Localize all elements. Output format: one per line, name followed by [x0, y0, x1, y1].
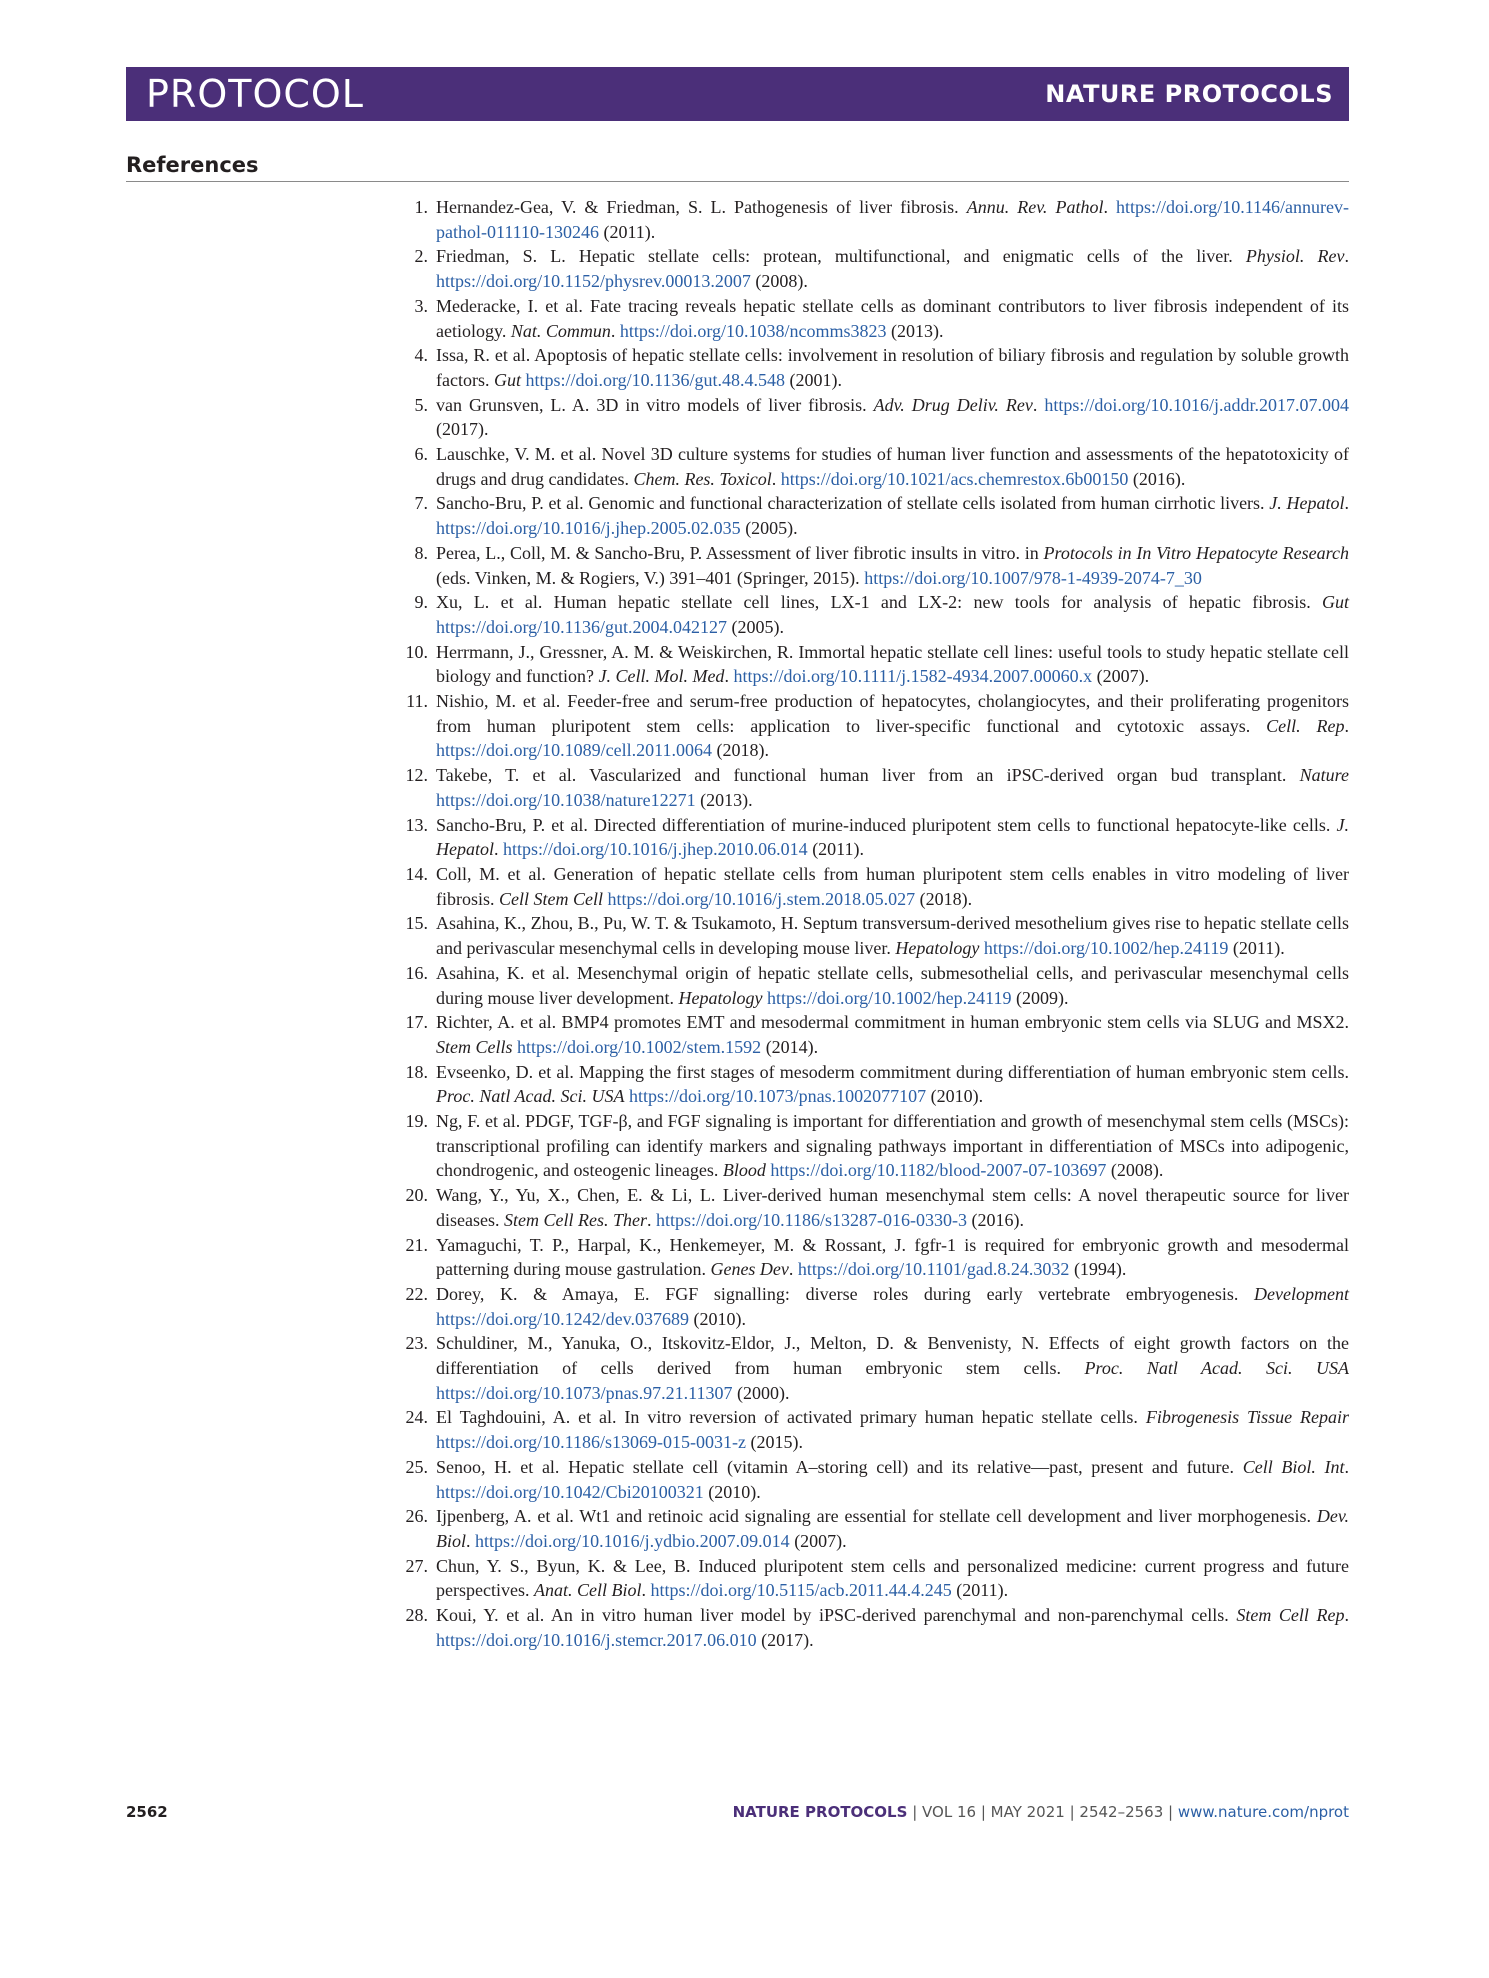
reference-doi-link[interactable]: https://doi.org/10.1152/physrev.00013.2007 [436, 271, 751, 292]
reference-text: Ng, F. et al. PDGF, TGF-β, and FGF signaling is important for differentiation and growth of mesenchymal stem cells (MSCs): transcriptional profiling can identify markers and signaling pathways important in differentiation of MSCs into adipogenic, chondrogenic, and osteogenic lineages. [436, 1111, 1349, 1181]
reference-item [396, 393, 1349, 442]
reference-text-after-journal: . [1032, 394, 1045, 415]
reference-doi-link[interactable]: https://doi.org/10.1042/Cbi20100321 [436, 1481, 704, 1502]
reference-text: Sancho-Bru, P. et al. Genomic and functional characterization of stellate cells isolated from human cirrhotic livers. [436, 493, 1270, 514]
footer-separator: | [976, 1803, 991, 1821]
reference-journal: Cell Stem Cell [499, 888, 603, 909]
reference-item [396, 541, 1349, 590]
reference-text-after-journal: (eds. Vinken, M. & Rogiers, V.) 391–401 (Springer, 2015). [436, 567, 865, 588]
reference-doi-link[interactable]: https://doi.org/10.5115/acb.2011.44.4.245 [650, 1580, 952, 1601]
reference-number: 25. [405, 1456, 428, 1477]
reference-doi-link[interactable]: https://doi.org/10.1136/gut.2004.042127 [436, 616, 728, 637]
footer-separator: | [1064, 1803, 1080, 1821]
reference-doi-link[interactable]: https://doi.org/10.1136/gut.48.4.548 [525, 369, 785, 390]
reference-year: (2007). [1092, 666, 1150, 687]
reference-journal: J. Hepatol [436, 814, 1349, 860]
reference-doi-link[interactable]: https://doi.org/10.1002/stem.1592 [517, 1036, 762, 1057]
reference-item [396, 1010, 1349, 1059]
reference-year: (2017). [436, 419, 489, 440]
reference-journal: Fibrogenesis Tissue Repair [1145, 1407, 1349, 1428]
reference-year: (1994). [1069, 1259, 1127, 1280]
reference-item [396, 1282, 1349, 1331]
reference-journal: Gut [1322, 592, 1349, 613]
reference-text: Asahina, K., Zhou, B., Pu, W. T. & Tsukamoto, H. Septum transversum-derived mesothelium gives rise to hepatic stellate cells and perivascular mesenchymal cells in developing mouse liver. [436, 913, 1349, 959]
reference-number: 19. [405, 1111, 428, 1132]
reference-doi-link[interactable]: https://doi.org/10.1002/hep.24119 [766, 987, 1012, 1008]
reference-item [396, 590, 1349, 639]
reference-doi-link[interactable]: https://doi.org/10.1182/blood-2007-07-103697 [770, 1160, 1107, 1181]
reference-doi-link[interactable]: https://doi.org/10.1038/nature12271 [436, 789, 696, 810]
reference-doi-link[interactable]: https://doi.org/10.1016/j.ydbio.2007.09.014 [475, 1530, 790, 1551]
reference-item [396, 1603, 1349, 1652]
reference-journal: Proc. Natl Acad. Sci. USA [436, 1086, 625, 1107]
reference-number: 14. [405, 863, 428, 884]
reference-item [396, 640, 1349, 689]
reference-journal: Annu. Rev. Pathol [966, 197, 1104, 217]
reference-doi-link[interactable]: https://doi.org/10.1242/dev.037689 [436, 1308, 690, 1329]
footer-date: MAY 2021 [990, 1803, 1065, 1821]
reference-year: (2011). [1228, 938, 1285, 959]
reference-year: (2018). [915, 888, 973, 909]
reference-year: (2011). [598, 221, 656, 242]
reference-text: Takebe, T. et al. Vascularized and functional human liver from an iPSC-derived organ bud transplant. [436, 765, 1300, 786]
reference-text: Schuldiner, M., Yanuka, O., Itskovitz-Eldor, J., Melton, D. & Benvenisty, N. Effects of eight growth factors on the differentiation of cells derived from human embryonic stem cells. [436, 1333, 1349, 1379]
reference-number: 18. [405, 1061, 428, 1082]
reference-journal: Development [1254, 1283, 1349, 1304]
reference-number: 2. [414, 246, 428, 267]
reference-item [396, 862, 1349, 911]
reference-text-after-journal: . [641, 1580, 651, 1601]
reference-number: 24. [405, 1407, 428, 1428]
reference-number: 26. [405, 1506, 428, 1527]
reference-journal: Chem. Res. Toxicol [633, 468, 772, 489]
reference-number: 3. [414, 295, 428, 316]
reference-journal: Stem Cells [436, 1036, 513, 1057]
reference-year: (2007). [789, 1530, 847, 1551]
reference-journal: Hepatology [895, 938, 980, 959]
reference-journal: Nat. Commun [510, 320, 611, 341]
reference-text-after-journal: . [1344, 715, 1350, 736]
reference-text: Coll, M. et al. Generation of hepatic stellate cells from human pluripotent stem cells enables in vitro modeling of liver fibrosis. [436, 863, 1349, 909]
reference-list [396, 195, 1349, 1652]
reference-doi-link[interactable]: https://doi.org/10.1016/j.stemcr.2017.06.010 [436, 1629, 757, 1650]
reference-text: Herrmann, J., Gressner, A. M. & Weiskirchen, R. Immortal hepatic stellate cell lines: useful tools to study hepatic stellate cell biology and function? [436, 641, 1349, 687]
reference-text-after-journal: . [1103, 197, 1117, 217]
reference-text-after-journal: . [610, 320, 620, 341]
footer-separator: | [907, 1803, 923, 1821]
reference-item [396, 1331, 1349, 1405]
journal-info [733, 1803, 1349, 1821]
reference-item [396, 1455, 1349, 1504]
reference-item [396, 343, 1349, 392]
reference-year: (2016). [1128, 468, 1186, 489]
reference-item [396, 244, 1349, 293]
page-number: 2562 [126, 1803, 168, 1821]
reference-text: Asahina, K. et al. Mesenchymal origin of hepatic stellate cells, submesothelial cells, and perivascular mesenchymal cells during mouse liver development. [436, 962, 1349, 1008]
reference-year: (2011). [807, 839, 865, 860]
reference-item [396, 1183, 1349, 1232]
reference-text: van Grunsven, L. A. 3D in vitro models of liver fibrosis. [436, 394, 874, 415]
reference-doi-link[interactable]: https://doi.org/10.1016/j.addr.2017.07.004 [1044, 394, 1349, 415]
reference-item [396, 1109, 1349, 1183]
reference-text-after-journal: . [1344, 493, 1349, 514]
reference-number: 27. [405, 1555, 428, 1576]
reference-doi-link[interactable]: https://doi.org/10.1186/s13287-016-0330-3 [655, 1209, 967, 1230]
section-label: PROTOCOL [146, 72, 364, 116]
reference-year: (2010). [926, 1086, 984, 1107]
reference-number: 4. [414, 345, 428, 366]
reference-journal: Stem Cell Rep [1236, 1605, 1345, 1626]
reference-journal: Adv. Drug Deliv. Rev [873, 394, 1033, 415]
reference-number: 10. [405, 641, 428, 662]
reference-year: (2010). [689, 1308, 747, 1329]
footer-separator: | [1163, 1803, 1178, 1821]
reference-number: 13. [405, 814, 428, 835]
reference-item [396, 763, 1349, 812]
reference-year: (2005). [740, 518, 798, 539]
reference-text: Hernandez-Gea, V. & Friedman, S. L. Pathogenesis of liver fibrosis. [436, 197, 967, 217]
reference-year: (2000). [732, 1382, 790, 1403]
reference-item [396, 1554, 1349, 1603]
reference-item [396, 689, 1349, 763]
reference-text: Issa, R. et al. Apoptosis of hepatic stellate cells: involvement in resolution of biliary fibrosis and regulation by soluble growth factors. [436, 345, 1349, 390]
reference-number: 8. [414, 542, 428, 563]
reference-item [396, 911, 1349, 960]
reference-doi-link[interactable]: https://doi.org/10.1007/978-1-4939-2074-7_30 [864, 567, 1202, 588]
reference-journal: Protocols in In Vitro Hepatocyte Research [1043, 542, 1349, 563]
reference-text-after-journal: . [466, 1530, 475, 1551]
footer-volume: VOL 16 [922, 1803, 977, 1821]
reference-item [396, 442, 1349, 491]
reference-doi-link[interactable]: https://doi.org/10.1146/annurev-pathol-011110-130246 [436, 197, 1349, 242]
reference-doi-link[interactable]: https://doi.org/10.1016/j.jhep.2010.06.014 [503, 839, 808, 860]
reference-journal: Proc. Natl Acad. Sci. USA [1084, 1358, 1349, 1379]
reference-text: Koui, Y. et al. An in vitro human liver model by iPSC-derived parenchymal and non-parenchymal cells. [436, 1605, 1237, 1626]
reference-number: 7. [414, 493, 428, 514]
reference-item [396, 961, 1349, 1010]
reference-text: Lauschke, V. M. et al. Novel 3D culture systems for studies of human liver function and assessments of the hepatotoxicity of drugs and drug candidates. [436, 444, 1349, 489]
reference-journal: J. Hepatol [1269, 493, 1345, 514]
reference-year: (2013). [886, 320, 944, 341]
reference-year: (2013). [695, 789, 753, 810]
reference-doi-link[interactable]: https://doi.org/10.1089/cell.2011.0064 [436, 740, 712, 761]
reference-year: (2017). [756, 1629, 814, 1650]
reference-journal: Stem Cell Res. Ther [503, 1209, 647, 1230]
reference-year: (2014). [761, 1036, 819, 1057]
reference-text: El Taghdouini, A. et al. In vitro reversion of activated primary human hepatic stellate cells. [436, 1407, 1146, 1428]
section-title: References [126, 153, 259, 177]
reference-text: Sancho-Bru, P. et al. Directed differentiation of murine-induced pluripotent stem cells to functional hepatocyte-like cells. [436, 814, 1337, 835]
reference-year: (2008). [750, 271, 808, 292]
reference-text: Evseenko, D. et al. Mapping the first stages of mesoderm commitment during differentiation of human embryonic stem cells. [436, 1061, 1349, 1082]
footer-url-link[interactable]: www.nature.com/nprot [1177, 1803, 1349, 1821]
journal-name: NATURE PROTOCOLS [1045, 80, 1333, 108]
reference-number: 22. [405, 1283, 428, 1304]
reference-year: (2005). [727, 616, 785, 637]
reference-item [396, 813, 1349, 862]
reference-year: (2015). [746, 1432, 803, 1453]
reference-text: Yamaguchi, T. P., Harpal, K., Henkemeyer, M. & Rossant, J. fgfr-1 is required for embryonic growth and mesodermal patterning during mouse gastrulation. [436, 1234, 1349, 1280]
reference-text-after-journal: . [724, 666, 734, 687]
reference-number: 9. [414, 592, 428, 613]
reference-doi-link[interactable]: https://doi.org/10.1016/j.jhep.2005.02.035 [436, 518, 741, 539]
footer-pages: 2542–2563 [1079, 1803, 1164, 1821]
reference-number: 23. [405, 1333, 428, 1354]
reference-year: (2010). [703, 1481, 761, 1502]
reference-text: Xu, L. et al. Human hepatic stellate cell lines, LX-1 and LX-2: new tools for analysis of hepatic fibrosis. [436, 592, 1322, 613]
reference-item [396, 1060, 1349, 1109]
reference-text: Mederacke, I. et al. Fate tracing reveals hepatic stellate cells as dominant contributors to liver fibrosis independent of its aetiology. [436, 295, 1349, 341]
reference-doi-link[interactable]: https://doi.org/10.1021/acs.chemrestox.6b00150 [780, 468, 1129, 489]
reference-text-after-journal: . [1344, 246, 1349, 267]
reference-journal: Dev. Biol [436, 1506, 1349, 1551]
reference-doi-link[interactable]: https://doi.org/10.1073/pnas.97.21.11307 [436, 1382, 733, 1403]
reference-journal: Gut [493, 369, 521, 390]
reference-doi-link[interactable]: https://doi.org/10.1073/pnas.1002077107 [628, 1086, 927, 1107]
page-footer [126, 1803, 1349, 1821]
reference-text-after-journal: . [646, 1209, 656, 1230]
reference-item [396, 491, 1349, 540]
reference-number: 17. [405, 1012, 428, 1033]
reference-doi-link[interactable]: https://doi.org/10.1186/s13069-015-0031-z [436, 1432, 746, 1453]
reference-item [396, 1405, 1349, 1454]
reference-year: (2009). [1011, 987, 1069, 1008]
reference-text: Richter, A. et al. BMP4 promotes EMT and mesodermal commitment in human embryonic stem cells via SLUG and MSX2. [436, 1012, 1349, 1033]
reference-doi-link[interactable]: https://doi.org/10.1111/j.1582-4934.2007.00060.x [733, 666, 1093, 687]
reference-year: (2011). [951, 1580, 1009, 1601]
reference-number: 16. [405, 962, 428, 983]
reference-year: (2001). [785, 369, 842, 390]
reference-item [396, 1504, 1349, 1553]
reference-text: Dorey, K. & Amaya, E. FGF signalling: diverse roles during early vertebrate embryogenesis. [436, 1283, 1255, 1304]
reference-journal: Genes Dev [710, 1259, 789, 1280]
reference-text-after-journal: . [788, 1259, 798, 1280]
reference-item [396, 1233, 1349, 1282]
reference-year: (2018). [712, 740, 769, 761]
reference-number: 1. [414, 197, 428, 217]
reference-journal: Physiol. Rev [1245, 246, 1345, 267]
reference-text-after-journal: . [1344, 1456, 1349, 1477]
reference-number: 21. [405, 1234, 428, 1255]
reference-number: 6. [414, 444, 428, 465]
reference-doi-link[interactable]: https://doi.org/10.1038/ncomms3823 [619, 320, 887, 341]
reference-text: Chun, Y. S., Byun, K. & Lee, B. Induced pluripotent stem cells and personalized medicine: current progress and future perspectives. [436, 1555, 1349, 1601]
reference-number: 5. [414, 394, 428, 415]
reference-year: (2008). [1106, 1160, 1164, 1181]
reference-text: Wang, Y., Yu, X., Chen, E. & Li, L. Liver-derived human mesenchymal stem cells: A novel therapeutic source for liver diseases. [436, 1185, 1349, 1230]
section-divider [126, 181, 1349, 182]
reference-number: 28. [405, 1605, 428, 1626]
reference-journal: Hepatology [678, 987, 763, 1008]
reference-number: 20. [405, 1185, 428, 1206]
reference-text: Senoo, H. et al. Hepatic stellate cell (vitamin A–storing cell) and its relative—past, present and future. [436, 1456, 1243, 1477]
reference-journal: Blood [722, 1160, 766, 1181]
reference-text: Ijpenberg, A. et al. Wt1 and retinoic acid signaling are essential for stellate cell development and liver morphogenesis. [436, 1506, 1317, 1527]
reference-text-after-journal: . [494, 839, 503, 860]
reference-journal: Nature [1299, 765, 1349, 786]
reference-year: (2016). [966, 1209, 1024, 1230]
reference-number: 11. [406, 691, 428, 712]
reference-doi-link[interactable]: https://doi.org/10.1101/gad.8.24.3032 [797, 1259, 1070, 1280]
reference-text-after-journal: . [771, 468, 781, 489]
reference-text: Friedman, S. L. Hepatic stellate cells: protean, multifunctional, and enigmatic cells of the liver. [436, 246, 1246, 267]
reference-text: Perea, L., Coll, M. & Sancho-Bru, P. Assessment of liver fibrotic insults in vitro. in [436, 542, 1044, 563]
reference-number: 15. [405, 913, 428, 934]
reference-number: 12. [405, 765, 428, 786]
reference-doi-link[interactable]: https://doi.org/10.1002/hep.24119 [983, 938, 1229, 959]
reference-journal: J. Cell. Mol. Med [598, 666, 725, 687]
reference-journal: Cell. Rep [1266, 715, 1345, 736]
reference-text: Nishio, M. et al. Feeder-free and serum-free production of hepatocytes, cholangiocytes, and their proliferating progenitors from human pluripotent stem cells: application to liver-specific functional and cytotoxic assays. [436, 691, 1349, 736]
reference-doi-link[interactable]: https://doi.org/10.1016/j.stem.2018.05.027 [607, 888, 916, 909]
reference-journal: Cell Biol. Int [1242, 1456, 1345, 1477]
footer-journal: NATURE PROTOCOLS [732, 1803, 908, 1821]
reference-item [396, 195, 1349, 244]
reference-journal: Anat. Cell Biol [533, 1580, 642, 1601]
reference-text-after-journal: . [1344, 1605, 1349, 1626]
header-banner [126, 67, 1349, 121]
reference-item [396, 294, 1349, 343]
